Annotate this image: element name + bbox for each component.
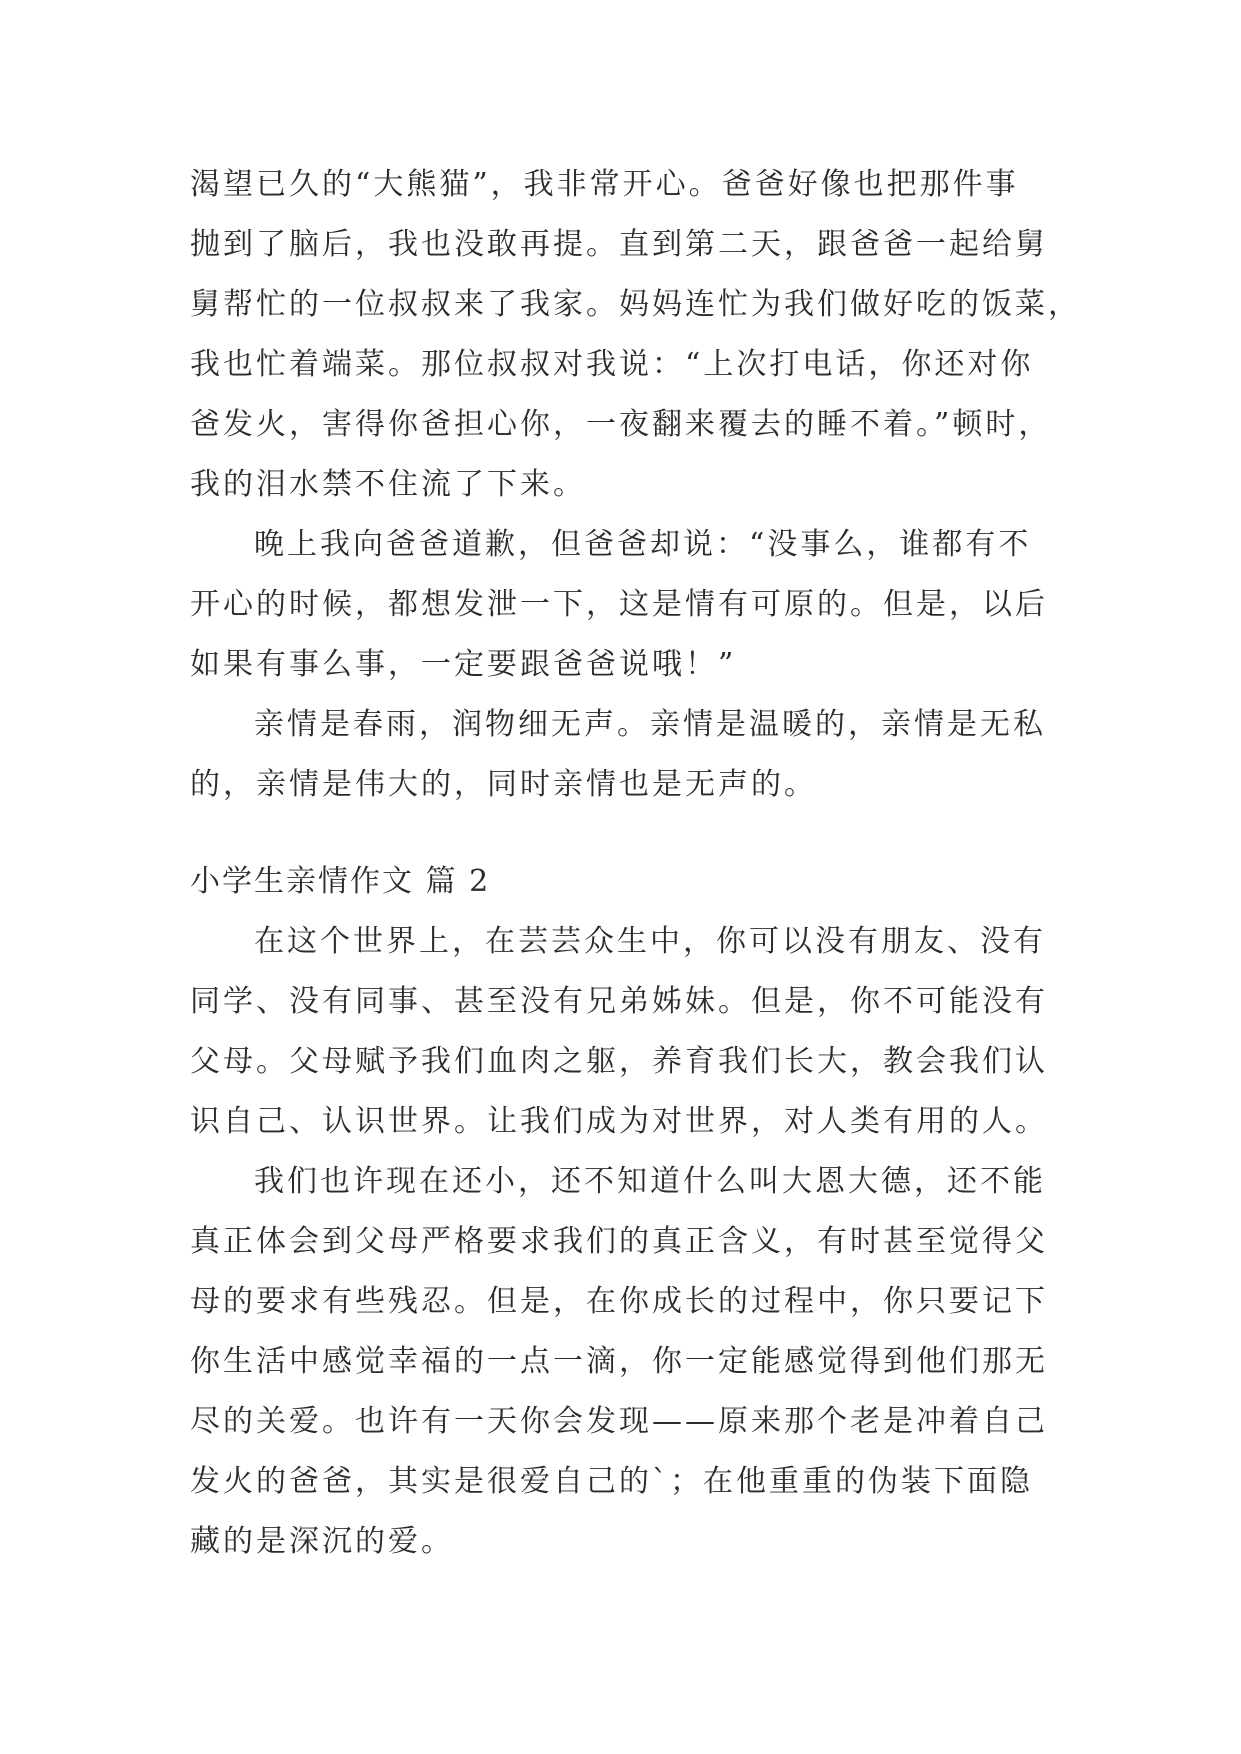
text-line: 如果有事么事，一定要跟爸爸说哦！” xyxy=(190,647,737,682)
text-line: 发火的爸爸，其实是很爱自己的`；在他重重的伪装下面隐 xyxy=(190,1464,1033,1499)
text-line: 真正体会到父母严格要求我们的真正含义，有时甚至觉得父 xyxy=(190,1224,1048,1259)
essay-section-2 xyxy=(190,912,1090,1572)
essay-continuation xyxy=(190,155,1090,815)
text-line: 爸发火，害得你爸担心你，一夜翻来覆去的睡不着。”顿时， xyxy=(190,407,1052,442)
text-line: 你生活中感觉幸福的一点一滴，你一定能感觉得到他们那无 xyxy=(190,1344,1048,1379)
text-line: 母的要求有些残忍。但是，在你成长的过程中，你只要记下 xyxy=(190,1284,1048,1319)
text-line: 的，亲情是伟大的，同时亲情也是无声的。 xyxy=(190,767,817,802)
text-line: 藏的是深沉的爱。 xyxy=(190,1524,454,1559)
text-line: 识自己、认识世界。让我们成为对世界，对人类有用的人。 xyxy=(190,1104,1048,1139)
text-line: 尽的关爱。也许有一天你会发现——原来那个老是冲着自己 xyxy=(190,1404,1048,1439)
text-line: 父母。父母赋予我们血肉之躯，养育我们长大，教会我们认 xyxy=(190,1044,1048,1079)
text-line: 开心的时候，都想发泄一下，这是情有可原的。但是，以后 xyxy=(190,587,1048,622)
paragraph-start-line: 在这个世界上，在芸芸众生中，你可以没有朋友、没有 xyxy=(254,924,1046,959)
paragraph-start-line: 我们也许现在还小，还不知道什么叫大恩大德，还不能 xyxy=(254,1164,1046,1199)
text-line: 同学、没有同事、甚至没有兄弟姊妹。但是，你不可能没有 xyxy=(190,984,1048,1019)
text-line: 舅帮忙的一位叔叔来了我家。妈妈连忙为我们做好吃的饭菜， xyxy=(190,287,1081,322)
section-heading: 小学生亲情作文 篇 2 xyxy=(190,864,491,899)
text-line: 抛到了脑后，我也没敢再提。直到第二天，跟爸爸一起给舅 xyxy=(190,227,1048,262)
text-line: 我的泪水禁不住流了下来。 xyxy=(190,467,586,502)
text-line: 我也忙着端菜。那位叔叔对我说：“上次打电话，你还对你 xyxy=(190,347,1034,382)
paragraph-start-line: 亲情是春雨，润物细无声。亲情是温暖的，亲情是无私 xyxy=(254,707,1046,742)
text-line: 渴望已久的“大熊猫”，我非常开心。爸爸好像也把那件事 xyxy=(190,167,1019,202)
paragraph-start-line: 晚上我向爸爸道歉，但爸爸却说：“没事么，谁都有不 xyxy=(254,527,1032,562)
